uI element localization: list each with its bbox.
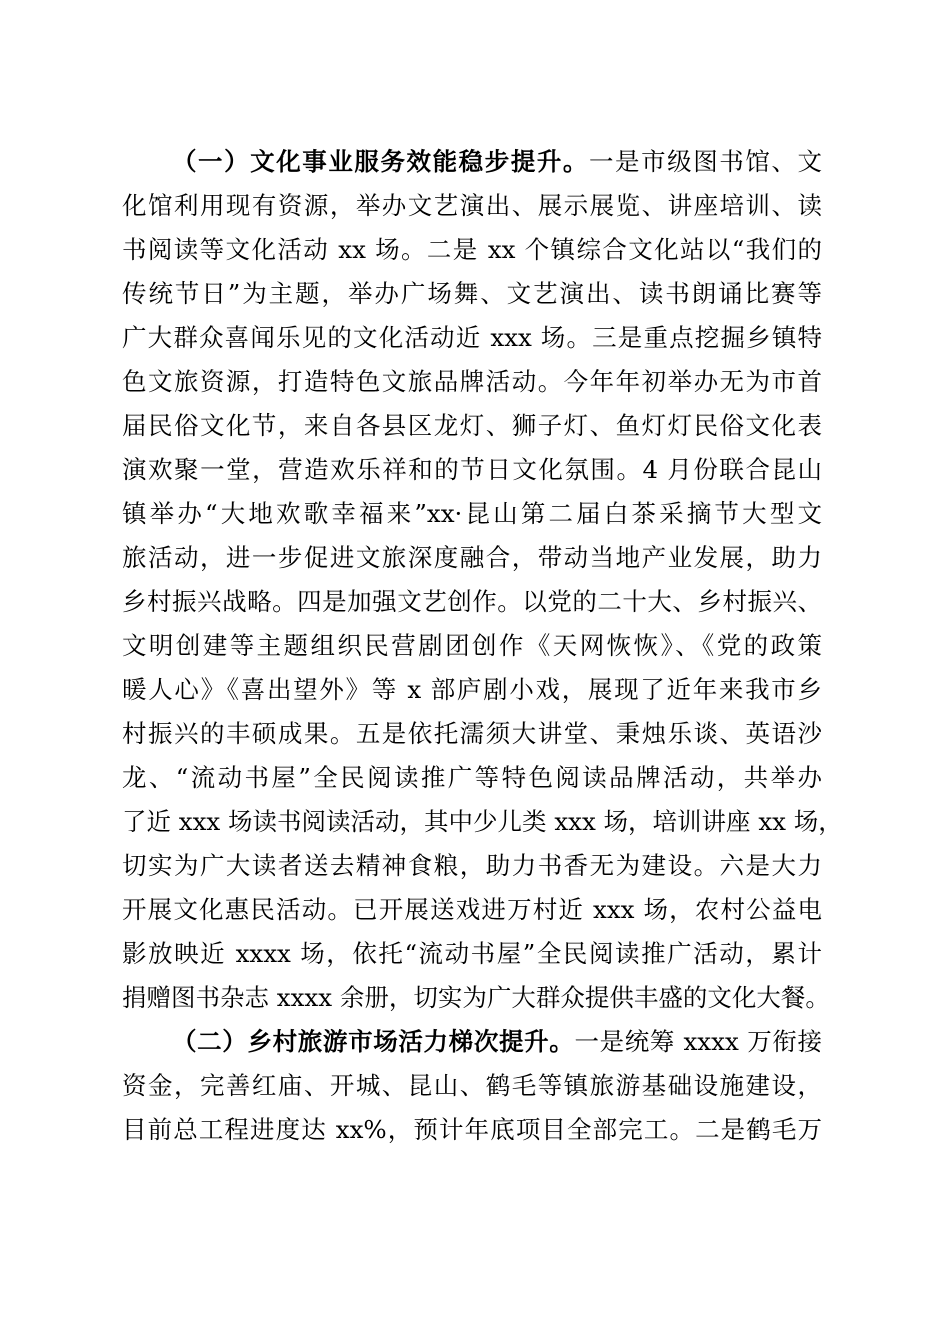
paragraph-1-line-9: 镇举办“大地欢歌幸福来”xx·昆山第二届白茶采摘节大型文 (122, 499, 822, 528)
paragraph-2-line-1 (172, 1020, 822, 1064)
paragraph-1-line-5: 广大群众喜闻乐见的文化活动近 xxx 场。三是重点挖掘乡镇特 (122, 323, 822, 352)
paragraph-2-line-1-text: 一是统筹 xxxx 万衔接 (574, 1027, 822, 1056)
paragraph-2-line-2: 资金，完善红庙、开城、昆山、鹤毛等镇旅游基础设施建设， (122, 1071, 822, 1100)
paragraph-1-line-12: 文明创建等主题组织民营剧团创作《天网恢恢》、《党的政策 (122, 631, 822, 660)
paragraph-1-line-4: 传统节日”为主题，举办广场舞、文艺演出、读书朗诵比赛等 (122, 279, 822, 308)
paragraph-1-line-13: 暖人心》《喜出望外》等 x 部庐剧小戏，展现了近年来我市乡 (122, 675, 822, 704)
paragraph-1-line-1-text: 一是市级图书馆、文 (589, 147, 822, 176)
paragraph-1-line-7: 届民俗文化节，来自各县区龙灯、狮子灯、鱼灯灯民俗文化表 (122, 411, 822, 440)
paragraph-2-line-3: 目前总工程进度达 xx%，预计年底项目全部完工。二是鹤毛万 (122, 1115, 822, 1144)
paragraph-1-line-6: 色文旅资源，打造特色文旅品牌活动。今年年初举办无为市首 (122, 367, 822, 396)
paragraph-1-line-19: 影放映近 xxxx 场，依托“流动书屋”全民阅读推广活动，累计 (122, 939, 822, 968)
paragraph-1-line-16: 了近 xxx 场读书阅读活动，其中少儿类 xxx 场，培训讲座 xx 场， (122, 807, 843, 836)
paragraph-1-line-8: 演欢聚一堂，营造欢乐祥和的节日文化氛围。4 月份联合昆山 (122, 455, 822, 484)
paragraph-1-line-14: 村振兴的丰硕成果。五是依托濡须大讲堂、秉烛乐谈、英语沙 (122, 719, 822, 748)
paragraph-1-line-1 (172, 140, 822, 184)
paragraph-1-line-18: 开展文化惠民活动。已开展送戏进万村近 xxx 场，农村公益电 (122, 895, 822, 924)
paragraph-1-heading: （一）文化事业服务效能稳步提升。 (172, 147, 589, 176)
paragraph-1-line-10: 旅活动，进一步促进文旅深度融合，带动当地产业发展，助力 (122, 543, 822, 572)
paragraph-1-line-11: 乡村振兴战略。四是加强文艺创作。以党的二十大、乡村振兴、 (122, 587, 822, 616)
paragraph-1-line-20: 捐赠图书杂志 xxxx 余册，切实为广大群众提供丰盛的文化大餐。 (122, 983, 830, 1012)
paragraph-1-line-2: 化馆利用现有资源，举办文艺演出、展示展览、讲座培训、读 (122, 191, 822, 220)
paragraph-1-line-15: 龙、“流动书屋”全民阅读推广等特色阅读品牌活动，共举办 (122, 763, 822, 792)
paragraph-2-heading: （二）乡村旅游市场活力梯次提升。 (172, 1027, 575, 1056)
paragraph-1-line-3: 书阅读等文化活动 xx 场。二是 xx 个镇综合文化站以“我们的 (122, 235, 822, 264)
paragraph-1-line-17: 切实为广大读者送去精神食粮，助力书香无为建设。六是大力 (122, 851, 822, 880)
